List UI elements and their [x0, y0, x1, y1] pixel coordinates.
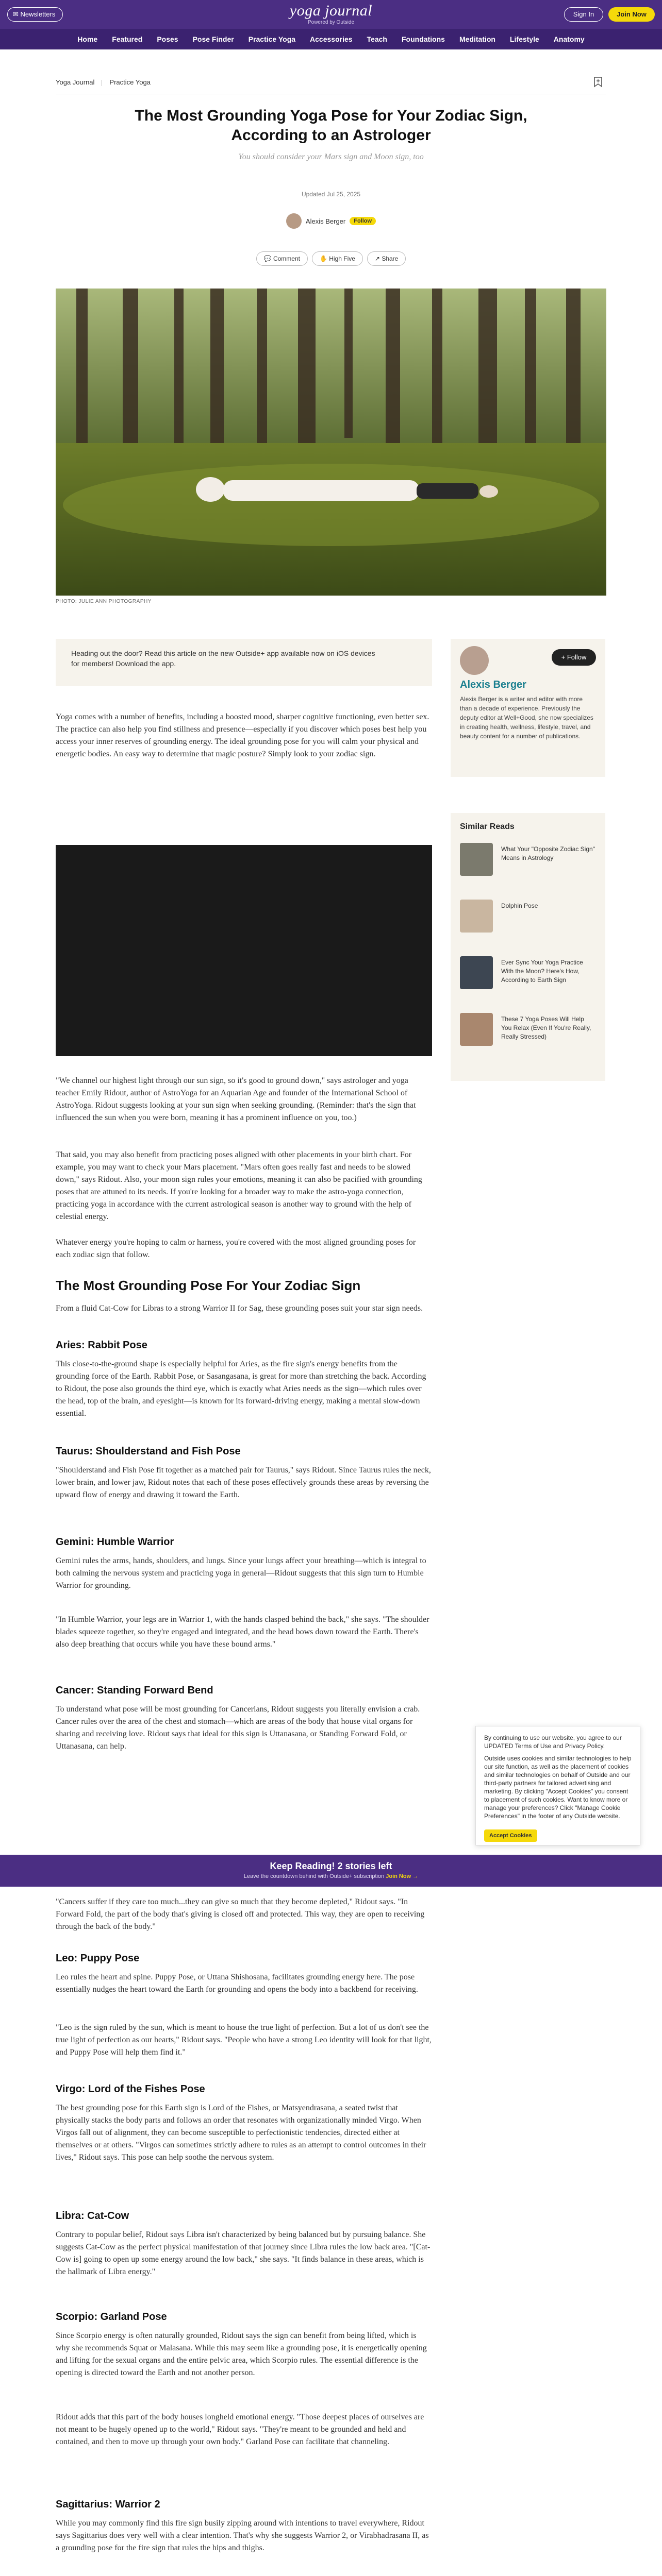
- follow-author-button[interactable]: Follow: [350, 217, 376, 225]
- top-bar: [0, 0, 662, 29]
- image-caption: PHOTO: JULIE ANN PHOTOGRAPHY: [56, 599, 152, 604]
- hero-image: [56, 289, 606, 596]
- nav-item-pose-finder[interactable]: Pose Finder: [192, 35, 234, 43]
- similar-reads: [451, 813, 605, 1081]
- comment-icon: 💬: [263, 255, 273, 262]
- cookie-terms-text[interactable]: By continuing to use our website, you agree to our UPDATED Terms of Use and Privacy Policy.: [484, 1734, 622, 1750]
- main-nav: [0, 29, 662, 49]
- section-subheading: Sagittarius: Warrior 2: [56, 2499, 160, 2510]
- section-subheading: Scorpio: Garland Pose: [56, 2311, 167, 2323]
- breadcrumb-item-practice-yoga[interactable]: Practice Yoga: [109, 78, 151, 86]
- newsletters-button[interactable]: ✉ Newsletters: [7, 7, 63, 22]
- breadcrumb: [56, 78, 151, 86]
- section-subheading: Leo: Puppy Pose: [56, 1953, 140, 1964]
- author-avatar[interactable]: [286, 213, 302, 229]
- nav-item-anatomy[interactable]: Anatomy: [553, 35, 585, 43]
- mail-icon: ✉: [13, 10, 21, 18]
- app-promo: [56, 639, 432, 686]
- body-paragraph: To understand what pose will be most grounding for Cancerians, Ridout suggests you literally envision a crab. Cancer rules over the area of the chest and stomach—which are areas of the body that house vital organs for sharing and receiving love. Ridout says that ideal for this sign is Uttanasana, or Standing Forward Fold, or Uttanasana, can help.: [56, 1705, 420, 1751]
- powered-by: Powered by Outside: [307, 20, 355, 25]
- section-subheading: Gemini: Humble Warrior: [56, 1536, 174, 1548]
- page-title: The Most Grounding Yoga Pose for Your Zodiac Sign, According to an Astrologer: [135, 107, 527, 144]
- section-subheading: Cancer: Standing Forward Bend: [56, 1685, 213, 1696]
- nav-item-practice-yoga[interactable]: Practice Yoga: [248, 35, 296, 43]
- section-heading: The Most Grounding Pose For Your Zodiac Sign: [56, 1278, 361, 1293]
- keep-reading-title: Keep Reading! 2 stories left: [270, 1861, 392, 1871]
- site-logo[interactable]: yoga journal: [289, 2, 373, 19]
- body-paragraph: Gemini rules the arms, hands, shoulders, and lungs. Since your lungs affect your breathing—which is integral to both calming the nervous system and practicing yoga in general—Ridout suggests that this sign turn to Humble Warrior for grounding.: [56, 1556, 426, 1590]
- hand-icon: ✋: [319, 255, 329, 262]
- body-paragraph: Contrary to popular belief, Ridout says Libra isn't characterized by being balanced but by pursuing balance. She suggests Cat-Cow as the perfect physical manifestation of that journey since Libra rules the low back area. "[Cat-Cow is] going to open up some energy around the low back," she says. "It finds balance in these areas, which is the hallmark of Libra energy.": [56, 2230, 431, 2276]
- similar-reads-title: Similar Reads: [460, 822, 515, 831]
- section-subheading: Aries: Rabbit Pose: [56, 1340, 147, 1351]
- body-paragraph: Yoga comes with a number of benefits, including a boosted mood, sharper cognitive functioning, even better sex. The practice can also help you find stillness and presence—especially if you discover which poses best help you access your inner reserves of grounding energy. The ideal grounding pose for you will calm your physical and energetic bodies. An easy way to determine that magic posture? Simply look to your zodiac sign.: [56, 713, 429, 758]
- byline: [0, 213, 662, 229]
- author-card-name[interactable]: Alexis Berger: [460, 679, 526, 690]
- sign-in-button[interactable]: Sign In: [564, 7, 603, 22]
- author-card-bio: Alexis Berger is a writer and editor with more than a decade of experience. Previously the deputy editor at Well+Good, she now specializes in creating health, wellness, lifestyle, travel, and beauty content for a number of publications.: [460, 696, 593, 740]
- share-icon: ↗: [374, 255, 382, 262]
- video-player[interactable]: [56, 845, 432, 1056]
- body-paragraph: That said, you may also benefit from practicing poses aligned with other placements in your birth chart. For example, you may want to check your Mars placement. "Mars often goes really fast and needs to be slowed down," says Ridout. Also, your moon sign rules your emotions, meaning it can also be pacified with grounding poses that are attuned to its needs. If you're looking for a broader way to make the astro-yoga connection, practicing yoga in accordance with the current astrological season is another way to ground with the help of celestial energy.: [56, 1150, 422, 1221]
- nav-item-poses[interactable]: Poses: [157, 35, 178, 43]
- body-paragraph: "Cancers suffer if they care too much...they can give so much that they become depleted," Ridout says. "In Forward Fold, the part of the body that's giving is closed off and protected. This way, they are open to receiving through the back of the body.": [56, 1897, 425, 1931]
- body-paragraph: "We channel our highest light through our sun sign, so it's good to ground down," says astrologer and yoga teacher Emily Ridout, author of AstroYoga for an Aquarian Age and founder of the International School of AstroYoga. Ridout suggests looking at your sun sign when seeking grounding. (Reminder: that's the sign that influenced the sun when you were born, meaning it has a prominent influence on you, too.): [56, 1076, 416, 1122]
- page-subtitle: You should consider your Mars sign and Moon sign, too: [238, 152, 424, 161]
- section-subheading: Libra: Cat-Cow: [56, 2210, 129, 2222]
- updated-date: Updated Jul 25, 2025: [301, 191, 361, 198]
- nav-item-featured[interactable]: Featured: [112, 35, 143, 43]
- comment-button[interactable]: 💬 Comment: [256, 251, 308, 266]
- app-promo-text[interactable]: Heading out the door? Read this article on the new Outside+ app available now on iOS devices for members! Download the app.: [71, 649, 375, 668]
- body-paragraph: "Leo is the sign ruled by the sun, which is meant to house the true light of perfection. But a lot of us don't see the true light of perfection as our hearts," Ridout says. "People who have a strong Leo identity will look for that light, and Puppy Pose will help them find it.": [56, 2023, 432, 2057]
- nav-item-home[interactable]: Home: [77, 35, 98, 43]
- nav-item-teach[interactable]: Teach: [367, 35, 387, 43]
- high-five-button[interactable]: ✋ High Five: [312, 251, 363, 266]
- similar-read-item[interactable]: What Your "Opposite Zodiac Sign" Means in Astrology: [460, 843, 596, 886]
- nav-item-accessories[interactable]: Accessories: [310, 35, 353, 43]
- body-paragraph: From a fluid Cat-Cow for Libras to a strong Warrior II for Sag, these grounding poses suit your star sign needs.: [56, 1304, 423, 1313]
- bookmark-icon[interactable]: [593, 76, 603, 88]
- section-subheading: Taurus: Shoulderstand and Fish Pose: [56, 1446, 241, 1457]
- similar-read-item[interactable]: These 7 Yoga Poses Will Help You Relax (Even If You're Really, Really Stressed): [460, 1013, 596, 1056]
- keep-reading-join-link[interactable]: Join Now →: [386, 1873, 419, 1879]
- nav-item-lifestyle[interactable]: Lifestyle: [509, 35, 539, 43]
- body-paragraph: This close-to-the-ground shape is especially helpful for Aries, as the fire sign's energy benefits from the grounding force of the Earth. Rabbit Pose, or Sasangasana, is great for more than stretching the back. According to Ridout, the pose also grounds the third eye, which is exactly what Aries needs as the sign—which rules over the head, top of the brain, and eyesight—is known for its forward-driving energy, making a mental slow-down essential.: [56, 1360, 426, 1418]
- body-paragraph: Ridout adds that this part of the body houses longheld emotional energy. "Those deepest places of ourselves are not meant to be hugely opened up to the world," Ridout says. "They're meant to be grounded and held and contained, and then to move up through your own body." Garland Pose can facilitate that channeling.: [56, 2413, 424, 2446]
- body-paragraph: "In Humble Warrior, your legs are in Warrior 1, with the hands clasped behind the back," she says. "The shoulder blades squeeze together, so they're engaged and integrated, and the head bows down toward the Earth. There's also deep breathing that occurs while you have these bound arms.": [56, 1615, 429, 1649]
- body-paragraph: Whatever energy you're hoping to calm or harness, you're covered with the most aligned grounding poses for each zodiac sign that follow.: [56, 1238, 416, 1259]
- breadcrumb-item-yoga-journal[interactable]: Yoga Journal: [56, 78, 95, 86]
- author-name[interactable]: Alexis Berger: [305, 217, 346, 225]
- similar-read-thumbnail: [460, 843, 493, 876]
- similar-read-item[interactable]: Ever Sync Your Yoga Practice With the Moon? Here's How, According to Earth Sign: [460, 956, 596, 999]
- plus-icon: +: [561, 653, 567, 661]
- body-paragraph: The best grounding pose for this Earth sign is Lord of the Fishes, or Matsyendrasana, a seated twist that physically stacks the body parts and follows an order that resonates with organizationally minded Virgo. When Virgos fall out of alignment, they can become susceptible to perfectionistic tendencies, directed either at themselves or at others. "Virgos can sometimes strictly adhere to rules as an attempt to control outcomes in their lives," Ridout says. This pose can help soothe the nervous system.: [56, 2104, 426, 2162]
- similar-read-thumbnail: [460, 900, 493, 933]
- join-now-button[interactable]: Join Now: [608, 7, 655, 22]
- similar-read-thumbnail: [460, 956, 493, 989]
- nav-item-meditation[interactable]: Meditation: [459, 35, 495, 43]
- article-actions: [0, 251, 662, 266]
- author-card-avatar[interactable]: [460, 646, 489, 675]
- keep-reading-subtitle: Leave the countdown behind with Outside+ subscription Join Now →: [243, 1873, 419, 1879]
- similar-read-thumbnail: [460, 1013, 493, 1046]
- share-button[interactable]: ↗ Share: [367, 251, 406, 266]
- nav-item-foundations[interactable]: Foundations: [401, 35, 445, 43]
- similar-read-item[interactable]: Dolphin Pose: [460, 900, 596, 943]
- author-card-follow-button[interactable]: + Follow: [552, 649, 596, 666]
- body-paragraph: Leo rules the heart and spine. Puppy Pose, or Uttana Shishosana, facilitates grounding energy here. The pose essentially nudges the heart toward the Earth for grounding and opens the body into a backbend for receiving.: [56, 1973, 418, 1994]
- body-paragraph: Since Scorpio energy is often naturally grounded, Ridout says the sign can benefit from being lifted, which is why she recommends Squat or Malasana. While this may seem like a grounding pose, it is energetically opening and lifting for the sexual organs and the entire pelvic area, which Scorpio rules. The essential difference is the opening is directed toward the Earth and not another person.: [56, 2331, 427, 2377]
- cookie-info-text: Outside uses cookies and similar technologies to help our site function, as well as the placement of cookies and similar technologies on behalf of Outside and our third-party partners for tailored advertising and marketing. By clicking "Accept Cookies" you consent to placement of such cookies. Want to know more or manage your preferences? Click "Manage Cookie Preferences" in the footer of any Outside website.: [484, 1755, 632, 1820]
- body-paragraph: "Shoulderstand and Fish Pose fit together as a matched pair for Taurus," says Ridout. Since Taurus rules the neck, lower brain, and lower jaw, Ridout notes that each of these poses effectively grounds these areas by reversing the upward flow of energy and drawing it toward the Earth.: [56, 1466, 431, 1499]
- cookie-consent: [475, 1726, 640, 1845]
- keep-reading-banner: [0, 1855, 662, 1887]
- accept-cookies-button[interactable]: Accept Cookies: [484, 1829, 537, 1842]
- section-subheading: Virgo: Lord of the Fishes Pose: [56, 2083, 205, 2095]
- body-paragraph: While you may commonly find this fire sign busily zipping around with intentions to travel everywhere, Ridout says Sagittarius does very well with a clear intention. That's why she suggests Warrior 2, or Virabhadrasana II, as a grounding pose for the fire sign that rules the hips and thighs.: [56, 2519, 429, 2552]
- author-card: [451, 639, 605, 777]
